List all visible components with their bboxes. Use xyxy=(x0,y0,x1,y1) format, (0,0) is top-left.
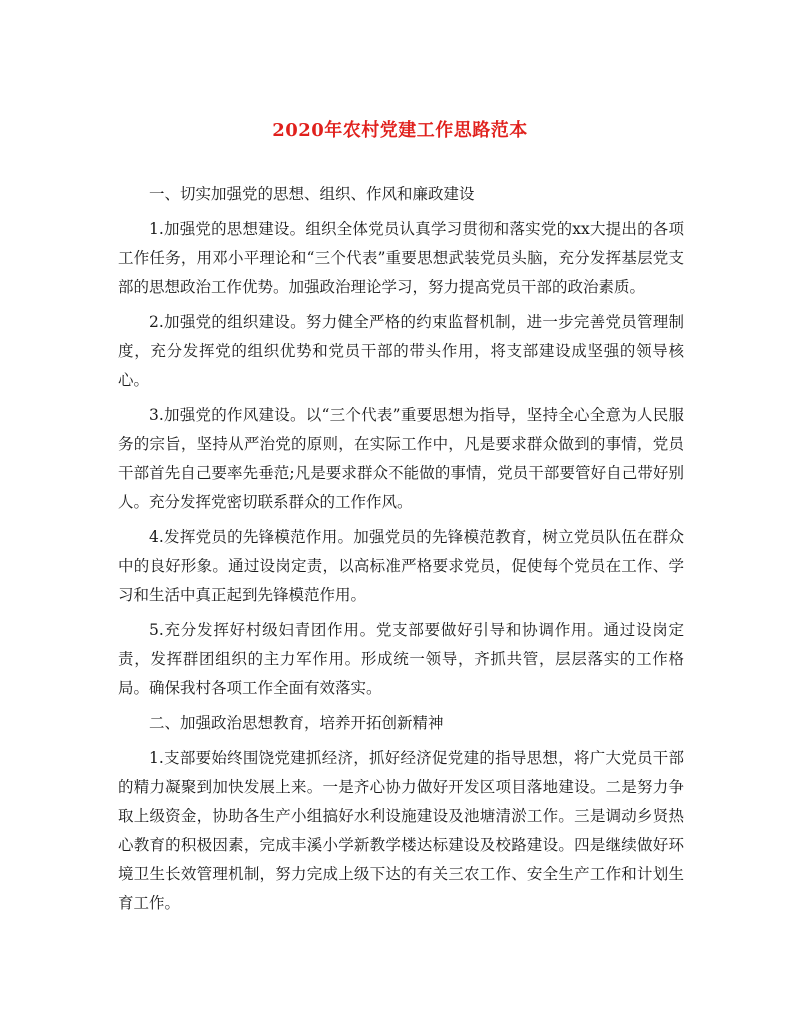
paragraph: 5.充分发挥好村级妇青团作用。党支部要做好引导和协调作用。通过设岗定责，发挥群团组织的主力军作用。形成统一领导，齐抓共管，层层落实的工作格局。确保我村各项工作全面有效落实。 xyxy=(118,621,684,697)
section-heading: 一、切实加强党的思想、组织、作风和廉政建设 xyxy=(149,185,475,203)
document-title: 2020年农村党建工作思路范本 xyxy=(272,120,528,141)
section-heading: 二、加强政治思想教育，培养开拓创新精神 xyxy=(149,714,444,732)
paragraph: 2.加强党的组织建设。努力健全严格的约束监督机制，进一步完善党员管理制度，充分发挥党的组织优势和党员干部的带头作用，将支部建设成坚强的领导核心。 xyxy=(118,313,684,389)
paragraph: 1.加强党的思想建设。组织全体党员认真学习贯彻和落实党的xx大提出的各项工作任务，用邓小平理论和“三个代表”重要思想武装党员头脑，充分发挥基层党支部的思想政治工作优势。加强政治理论学习，努力提高党员干部的政治素质。 xyxy=(118,220,684,296)
paragraph: 3.加强党的作风建设。以“三个代表”重要思想为指导，坚持全心全意为人民服务的宗旨，坚持从严治党的原则，在实际工作中，凡是要求群众做到的事情，党员干部首先自己要率先垂范;凡是要求群众不能做的事情，党员干部要管好自己带好别人。充分发挥党密切联系群众的工作作风。 xyxy=(118,406,684,511)
paragraph: 1.支部要始终围饶党建抓经济，抓好经济促党建的指导思想，将广大党员干部的精力凝聚到加快发展上来。一是齐心协力做好开发区项目落地建设。二是努力争取上级资金，协助各生产小组搞好水利设施建设及池塘清淤工作。三是调动乡贤热心教育的积极因素，完成丰溪小学新教学楼达标建设及校路建设。四是继续做好环境卫生长效管理机制，努力完成上级下达的有关三农工作、安全生产工作和计划生育工作。 xyxy=(118,749,684,912)
document-body xyxy=(118,180,684,924)
paragraph: 4.发挥党员的先锋模范作用。加强党员的先锋模范教育，树立党员队伍在群众中的良好形象。通过设岗定责，以高标准严格要求党员，促使每个党员在工作、学习和生活中真正起到先锋模范作用。 xyxy=(118,528,684,604)
